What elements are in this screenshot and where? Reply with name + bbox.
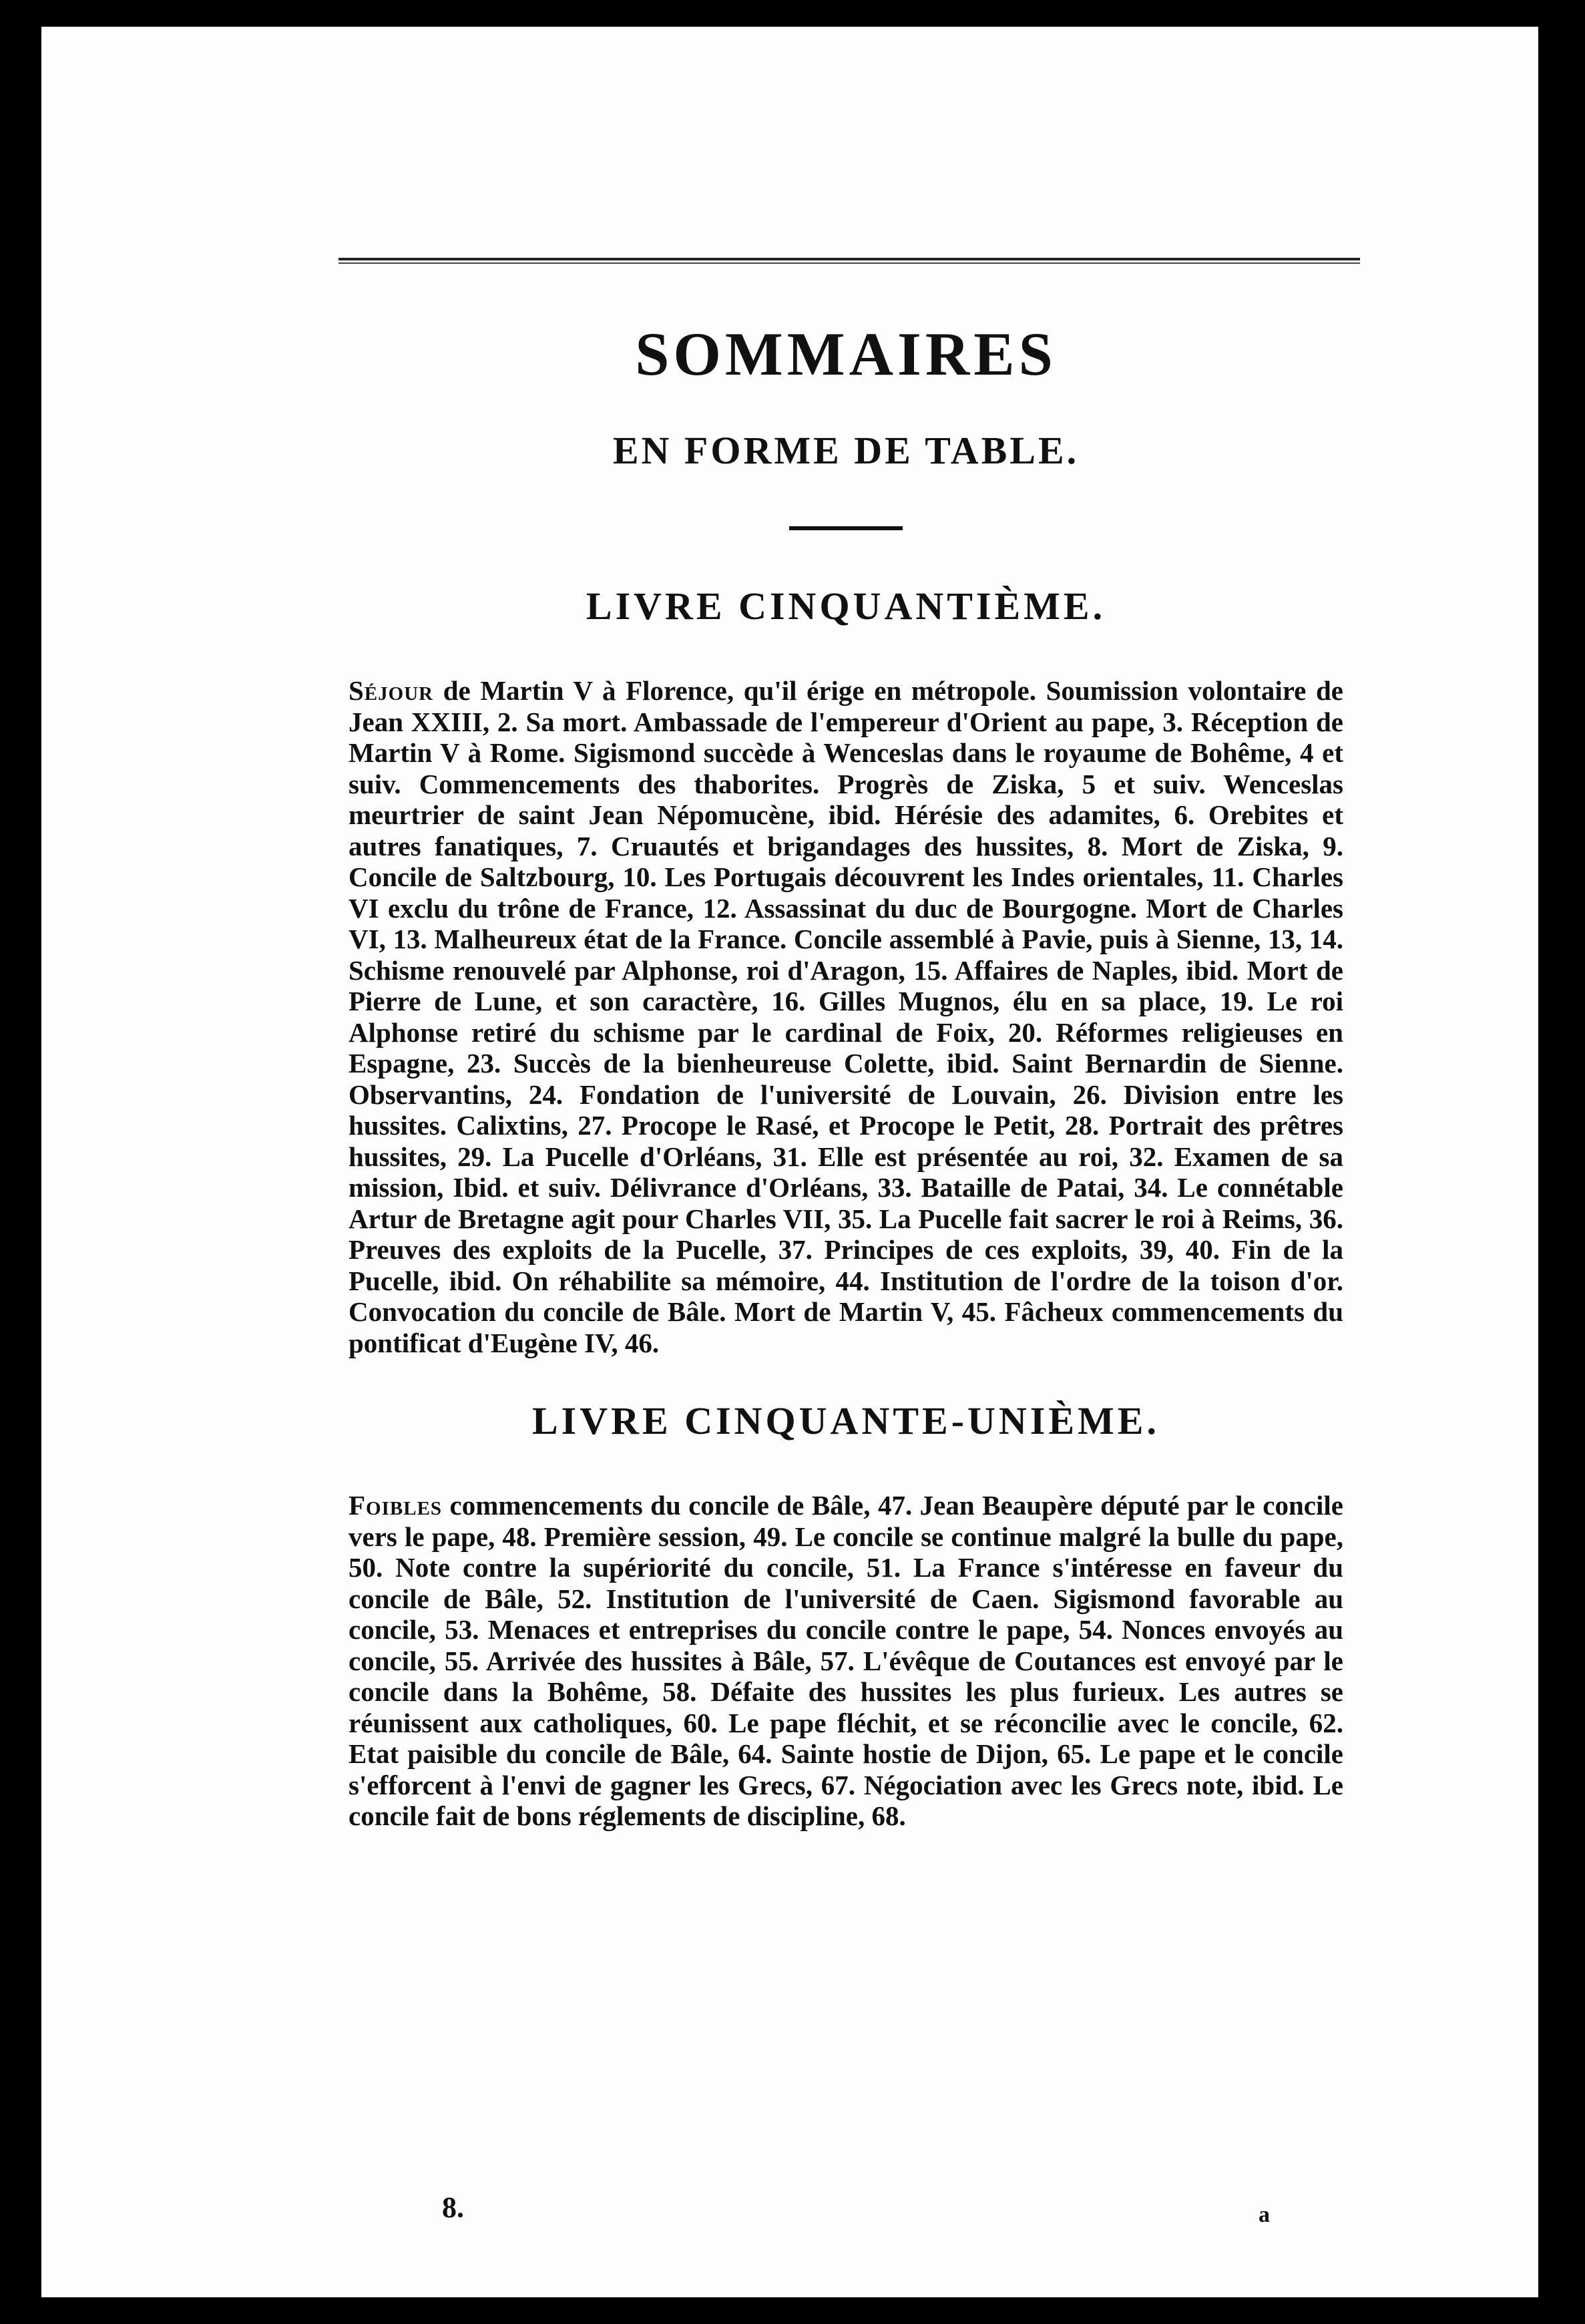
section-heading-livre-51: LIVRE CINQUANTE-UNIÈME.: [532, 1399, 1160, 1443]
section-summary-text: de Martin V à Florence, qu'il érige en métropole. Soumission volontaire de Jean XXIII, 2. Sa mort. Ambassade de l'empereur d'Orient au pape, 3. Réception de Martin V à Rome. Sigismond succède à Wenceslas dans le royaume de Bohême, 4 et suiv. Commencements des thaborites. Progrès de Ziska, 5 et suiv. Wenceslas meurtrier de saint Jean Népomucène, ibid. Hérésie des adamites, 6. Orebites et autres fanatiques, 7. Cruautés et brigandages des hussites, 8. Mort de Ziska, 9. Concile de Saltzbourg, 10. Les Portugais découvrent les Indes orientales, 11. Charles VI exclu du trône de France, 12. Assassinat du duc de Bourgogne. Mort de Charles VI, 13. Malheureux état de la France. Concile assemblé à Pavie, puis à Sienne, 13, 14. Schisme renouvelé par Alphonse, roi d'Aragon, 15. Affaires de Naples, ibid. Mort de Pierre de Lune, et son caractère, 16. Gilles Mugnos, élu en sa place, 19. Le roi Alphonse retiré du schisme par le cardinal de Foix, 20. Réformes religieuses en Espagne, 23. Succès de la bienheureuse Colette, ibid. Saint Bernardin de Sienne. Observantins, 24. Fondation de l'université de Louvain, 26. Division entre les hussites. Calixtins, 27. Procope le Rasé, et Procope le Petit, 28. Portrait des prêtres hussites, 29. La Pucelle d'Orléans, 31. Elle est présentée au roi, 32. Examen de sa mission, Ibid. et suiv. Délivrance d'Orléans, 33. Bataille de Patai, 34. Le connétable Artur de Bretagne agit pour Charles VII, 35. La Pucelle fait sacrer le roi à Reims, 36. Preuves des exploits de la Pucelle, 37. Principes de ces exploits, 39, 40. Fin de la Pucelle, ibid. On réhabilite sa mémoire, 44. Institution de l'ordre de la toison d'or. Convocation du concile de Bâle. Mort de Martin V, 45. Fâcheux commencements du pontificat d'Eugène IV, 46.: [349, 675, 1343, 1358]
short-divider-rule: [789, 526, 903, 530]
section-lead-word: Foibles: [349, 1490, 443, 1521]
page-content: [349, 307, 1343, 1832]
section-summary-livre-51: [349, 1490, 1343, 1832]
scan-border-right: [1538, 0, 1585, 2324]
section-summary-livre-50: [349, 675, 1343, 1358]
page-subtitle: EN FORME DE TABLE.: [612, 429, 1080, 473]
top-double-rule: [338, 258, 1360, 264]
page-title: SOMMAIRES: [635, 320, 1057, 388]
section-lead-word: Séjour: [349, 675, 434, 707]
section-heading-livre-50: LIVRE CINQUANTIÈME.: [586, 584, 1106, 628]
signature-mark-left: 8.: [442, 2191, 464, 2224]
signature-mark-right: a: [1259, 2202, 1270, 2227]
section-summary-text: commencements du concile de Bâle, 47. Jean Beaupère député par le concile vers le pape, 48. Première session, 49. Le concile se continue malgré la bulle du pape, 50. Note contre la supériorité du concile, 51. La France s'intéresse en faveur du concile de Bâle, 52. Institution de l'université de Caen. Sigismond favorable au concile, 53. Menaces et entreprises du concile contre le pape, 54. Nonces envoyés au concile, 55. Arrivée des hussites à Bâle, 57. L'évêque de Coutances est envoyé par le concile dans la Bohême, 58. Défaite des hussites les plus furieux. Les autres se réunissent aux catholiques, 60. Le pape fléchit, et se réconcilie avec le concile, 62. Etat paisible du concile de Bâle, 64. Sainte hostie de Dijon, 65. Le pape et le concile s'efforcent à l'envi de gagner les Grecs, 67. Négociation avec les Grecs note, ibid. Le concile fait de bons réglements de discipline, 68.: [349, 1490, 1343, 1832]
document-page: [41, 27, 1538, 2297]
